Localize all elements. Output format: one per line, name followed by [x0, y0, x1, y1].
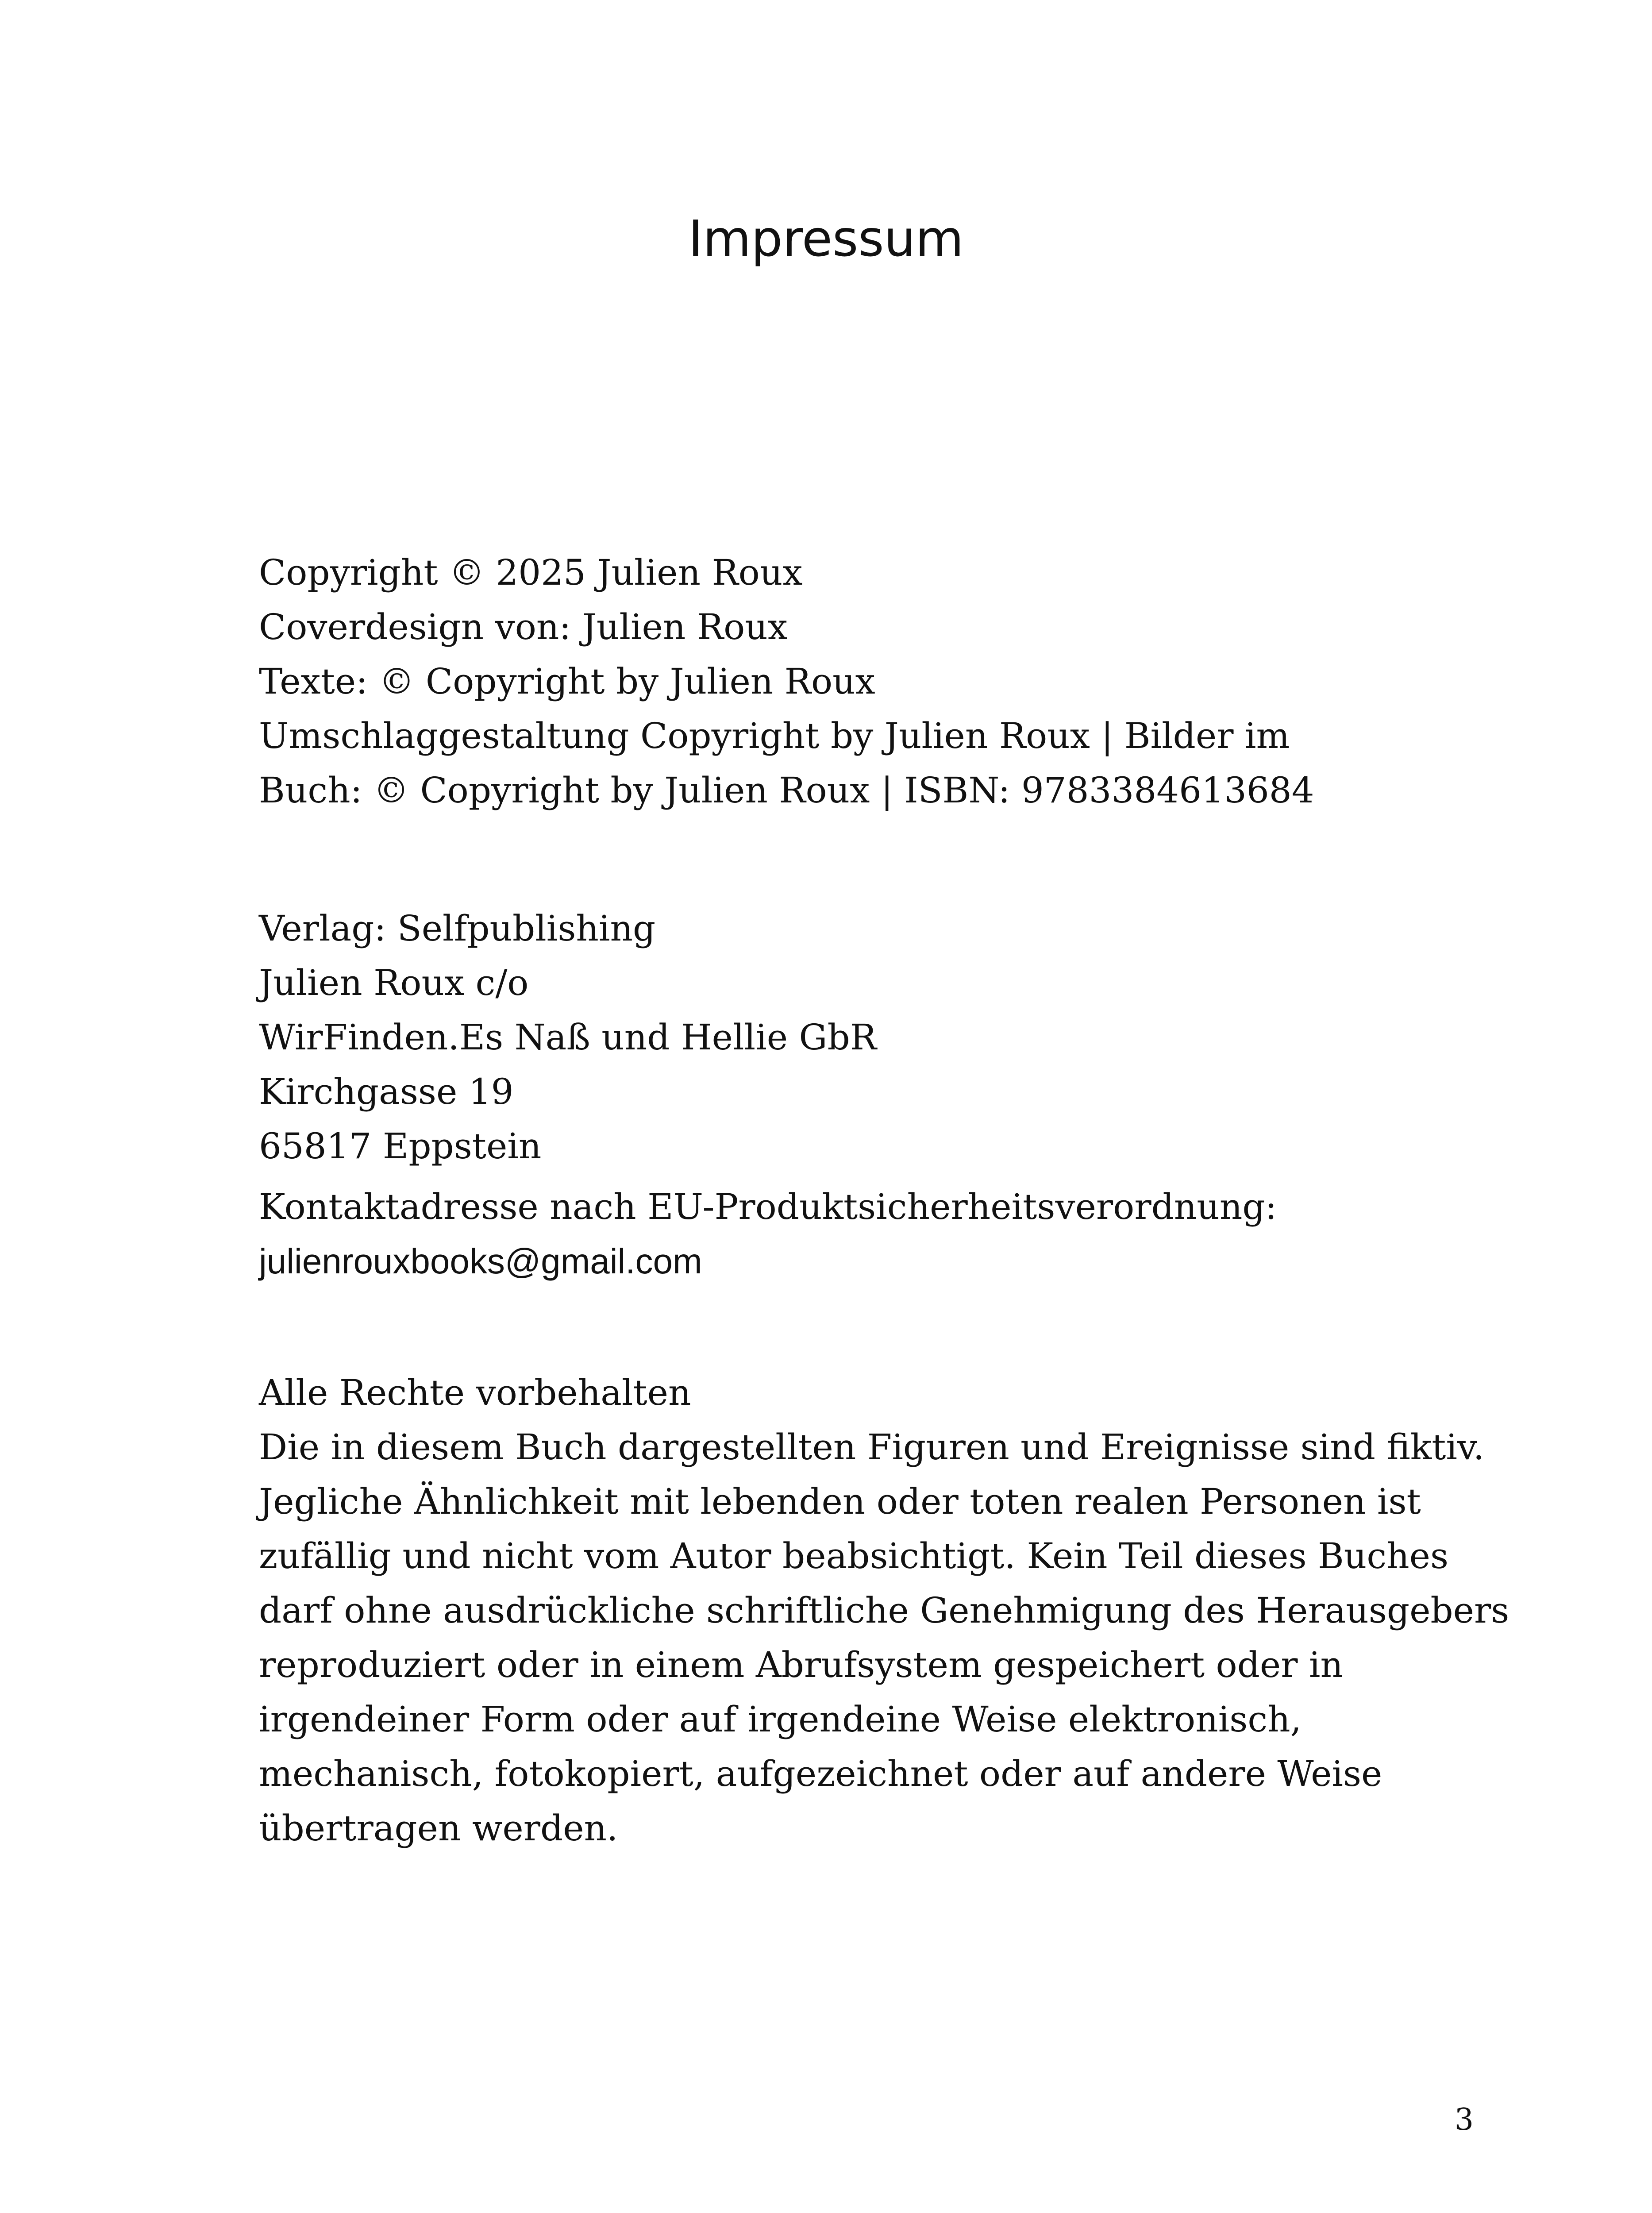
rights-text-line: Die in diesem Buch dargestellten Figuren und Ereignisse sind fiktiv. — [259, 1426, 1485, 1468]
page-number: 3 — [1454, 2102, 1474, 2137]
text-copyright-line: Texte: © Copyright by Julien Roux — [259, 661, 875, 702]
rights-text-line: mechanisch, fotokopiert, aufgezeichnet oder auf andere Weise — [259, 1753, 1382, 1794]
cover-copyright-line: Umschlaggestaltung Copyright by Julien Roux | Bilder im — [259, 715, 1290, 756]
contact-block — [259, 1180, 1476, 1288]
street-line: Kirchgasse 19 — [259, 1071, 514, 1112]
page-title: Impressum — [688, 210, 964, 268]
publisher-line: Verlag: Selfpublishing — [259, 908, 656, 949]
author-care-of-line: Julien Roux c/o — [259, 962, 529, 1003]
rights-text-line: reproduziert oder in einem Abrufsystem gespeichert oder in — [259, 1644, 1344, 1685]
rights-heading: Alle Rechte vorbehalten — [259, 1372, 691, 1413]
copyright-block — [259, 545, 1476, 817]
city-line: 65817 Eppstein — [259, 1126, 542, 1167]
contact-email: julienrouxbooks@gmail.com — [259, 1241, 702, 1281]
company-line: WirFinden.Es Naß und Hellie GbR — [259, 1017, 877, 1058]
rights-text-line: Jegliche Ähnlichkeit mit lebenden oder toten realen Personen ist — [259, 1481, 1421, 1522]
rights-block — [259, 1365, 1510, 1855]
rights-text-line: irgendeiner Form oder auf irgendeine Weise elektronisch, — [259, 1699, 1302, 1740]
publisher-address-block — [259, 901, 1476, 1173]
rights-text-line: übertragen werden. — [259, 1808, 618, 1849]
isbn-line: Buch: © Copyright by Julien Roux | ISBN: 9783384613684 — [259, 770, 1314, 811]
copyright-line: Copyright © 2025 Julien Roux — [259, 552, 803, 593]
rights-text-line: darf ohne ausdrückliche schriftliche Genehmigung des Herausgebers — [259, 1590, 1510, 1631]
coverdesign-line: Coverdesign von: Julien Roux — [259, 606, 788, 648]
contact-label: Kontaktadresse nach EU-Produktsicherheitsverordnung: — [259, 1186, 1277, 1227]
rights-text-line: zufällig und nicht vom Autor beabsichtigt. Kein Teil dieses Buches — [259, 1535, 1449, 1577]
